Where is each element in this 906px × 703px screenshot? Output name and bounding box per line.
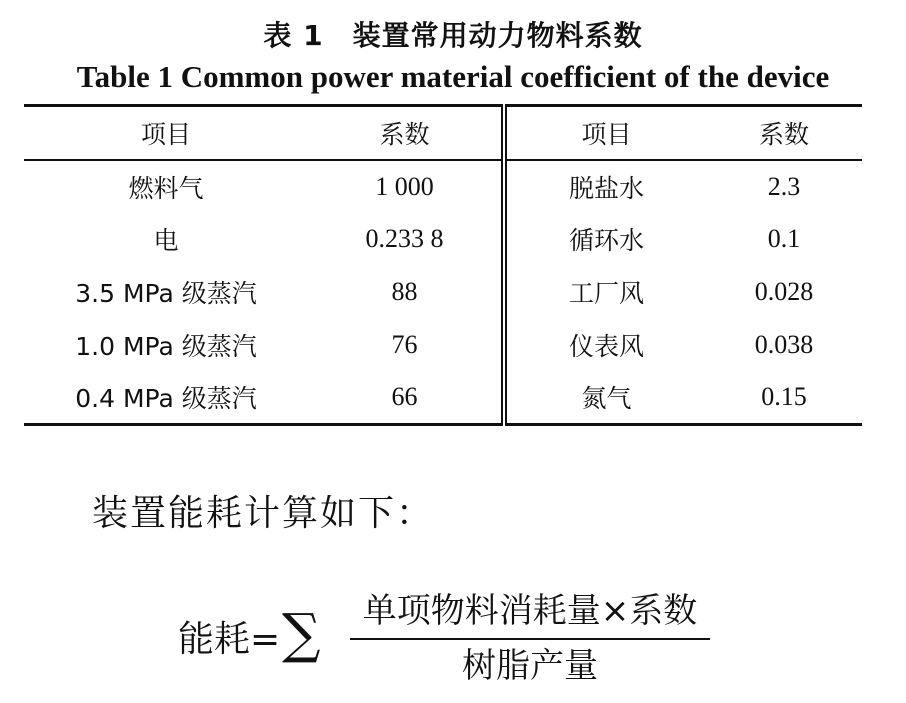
coefficient-table-container xyxy=(24,104,862,422)
table-row xyxy=(24,319,862,372)
cell-item: 脱盐水 xyxy=(568,173,644,203)
cell-item: 燃料气 xyxy=(128,173,204,203)
energy-formula xyxy=(178,586,738,696)
cell-coefficient: 0.233 8 xyxy=(308,213,504,266)
formula-numerator: 单项物料消耗量×系数 xyxy=(362,591,698,631)
cell-item: 3.5 MPa 级蒸汽 xyxy=(75,279,257,308)
cell-item: 氮气 xyxy=(581,384,632,414)
header-coefficient-right: 系数 xyxy=(758,119,809,149)
table-title-chinese: 表 1 装置常用动力物料系数 xyxy=(263,19,643,52)
summation-symbol: ∑ xyxy=(282,602,321,665)
coefficient-table xyxy=(24,104,862,426)
header-coefficient-left: 系数 xyxy=(308,106,504,160)
cell-coefficient: 66 xyxy=(308,372,504,425)
cell-item: 0.4 MPa 级蒸汽 xyxy=(75,384,257,414)
fraction-bar xyxy=(350,638,710,640)
header-item-right: 项目 xyxy=(581,119,632,149)
cell-coefficient: 76 xyxy=(308,319,504,372)
cell-coefficient: 0.028 xyxy=(754,277,814,306)
cell-item: 仪表风 xyxy=(568,332,644,361)
header-item-left: 项目 xyxy=(140,119,191,149)
table-row xyxy=(24,372,862,425)
cell-coefficient: 0.038 xyxy=(754,330,814,359)
cell-item: 1.0 MPa 级蒸汽 xyxy=(75,332,257,361)
cell-coefficient: 2.3 xyxy=(767,171,801,201)
table-row xyxy=(24,266,862,319)
cell-item: 循环水 xyxy=(568,226,644,255)
cell-item: 工厂风 xyxy=(568,279,644,308)
table-header-row xyxy=(24,106,862,160)
cell-item: 电 xyxy=(153,226,179,255)
formula-denominator: 树脂产量 xyxy=(462,646,598,686)
table-row xyxy=(24,213,862,266)
table-row xyxy=(24,160,862,213)
cell-coefficient: 0.1 xyxy=(767,224,801,253)
formula-fraction xyxy=(350,586,710,688)
section-heading: 装置能耗计算如下： xyxy=(92,493,435,534)
cell-coefficient: 0.15 xyxy=(761,382,807,412)
cell-coefficient: 1 000 xyxy=(308,160,504,213)
formula-lhs: 能耗= xyxy=(178,619,281,660)
cell-coefficient: 88 xyxy=(308,266,504,319)
table-title-english: Table 1 Common power material coefficient of the device xyxy=(76,59,830,94)
